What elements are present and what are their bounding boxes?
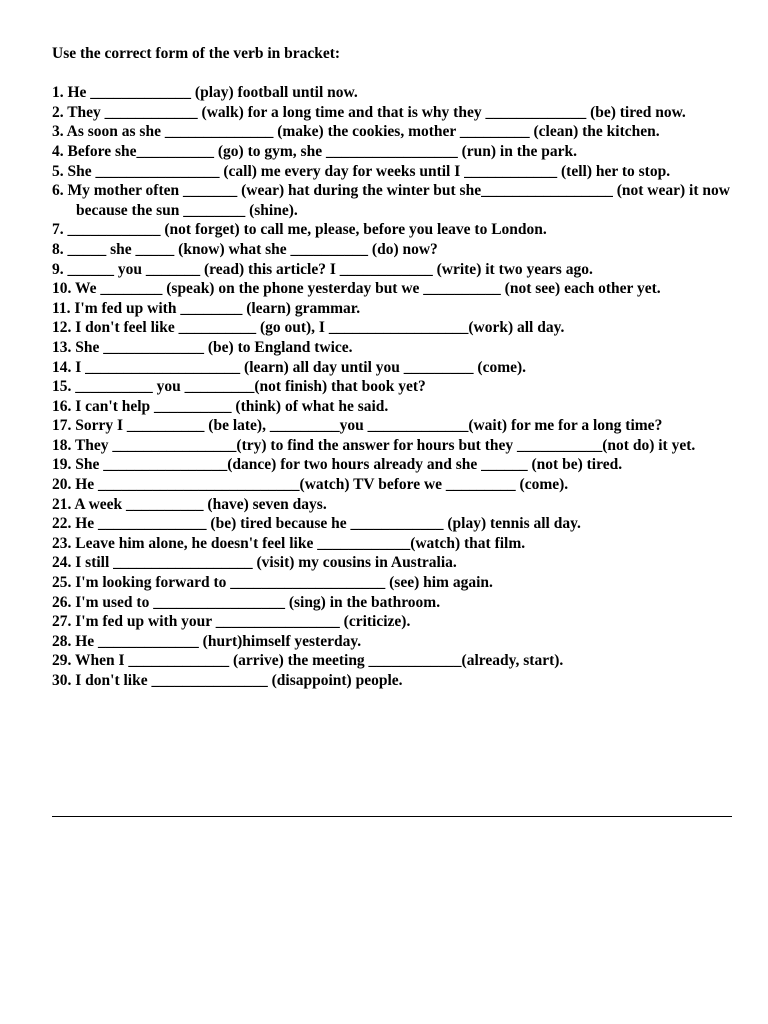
exercise-item-10: 10. We ________ (speak) on the phone yesterday but we __________ (not see) each other yet.	[52, 280, 661, 298]
exercise-item-2: 2. They ____________ (walk) for a long time and that is why they _____________ (be) tired now.	[52, 103, 686, 121]
exercise-item-17: 17. Sorry I __________ (be late), _________you _____________(wait) for me for a long time?	[52, 417, 663, 435]
exercise-item-12: 12. I don't feel like __________ (go out), I __________________(work) all day.	[52, 319, 565, 337]
exercise-item-13: 13. She _____________ (be) to England twice.	[52, 338, 353, 356]
exercise-item-29: 29. When I _____________ (arrive) the meeting ____________(already, start).	[52, 652, 564, 670]
exercise-item-21: 21. A week __________ (have) seven days.	[52, 495, 327, 513]
exercise-item-22: 22. He ______________ (be) tired because he ____________ (play) tennis all day.	[52, 515, 581, 533]
exercise-item-3: 3. As soon as she ______________ (make) the cookies, mother _________ (clean) the kitchen.	[52, 123, 660, 141]
exercise-item-26: 26. I'm used to _________________ (sing) in the bathroom.	[52, 593, 441, 611]
exercise-item-9: 9. ______ you _______ (read) this article? I ____________ (write) it two years ago.	[52, 260, 593, 278]
exercise-item-6: 6. My mother often _______ (wear) hat during the winter but she_________________ (not wear) it now because the sun ________ (shine).	[52, 182, 730, 219]
exercise-item-18: 18. They ________________(try) to find the answer for hours but they ___________(not do) it yet.	[52, 436, 696, 454]
exercise-item-30: 30. I don't like _______________ (disappoint) people.	[52, 672, 403, 689]
exercise-item-7: 7. ____________ (not forget) to call me, please, before you leave to London.	[52, 221, 547, 239]
exercise-item-27: 27. I'm fed up with your ________________ (criticize).	[52, 613, 411, 631]
exercise-item-11: 11. I'm fed up with ________ (learn) grammar.	[52, 299, 361, 317]
exercise-item-14: 14. I ____________________ (learn) all day until you _________ (come).	[52, 358, 527, 376]
exercise-item-28: 28. He _____________ (hurt)himself yesterday.	[52, 632, 362, 650]
bottom-divider	[52, 816, 732, 817]
exercise-item-19: 19. She ________________(dance) for two hours already and she ______ (not be) tired.	[52, 456, 623, 474]
exercise-item-5: 5. She ________________ (call) me every day for weeks until I ____________ (tell) her to stop.	[52, 162, 671, 180]
exercise-item-15: 15. __________ you _________(not finish) that book yet?	[52, 378, 426, 396]
exercise-list	[52, 83, 742, 690]
exercise-item-16: 16. I can't help __________ (think) of what he said.	[52, 397, 389, 415]
worksheet-instruction: Use the correct form of the verb in bracket:	[52, 45, 341, 62]
exercise-item-1: 1. He _____________ (play) football until now.	[52, 84, 358, 102]
exercise-item-25: 25. I'm looking forward to ____________________ (see) him again.	[52, 574, 493, 592]
exercise-item-4: 4. Before she__________ (go) to gym, she _________________ (run) in the park.	[52, 142, 577, 160]
exercise-item-8: 8. _____ she _____ (know) what she __________ (do) now?	[52, 240, 438, 258]
worksheet	[52, 44, 742, 691]
exercise-item-24: 24. I still __________________ (visit) my cousins in Australia.	[52, 554, 457, 572]
exercise-item-23: 23. Leave him alone, he doesn't feel like ____________(watch) that film.	[52, 534, 526, 552]
exercise-item-20: 20. He __________________________(watch) TV before we _________ (come).	[52, 476, 569, 494]
